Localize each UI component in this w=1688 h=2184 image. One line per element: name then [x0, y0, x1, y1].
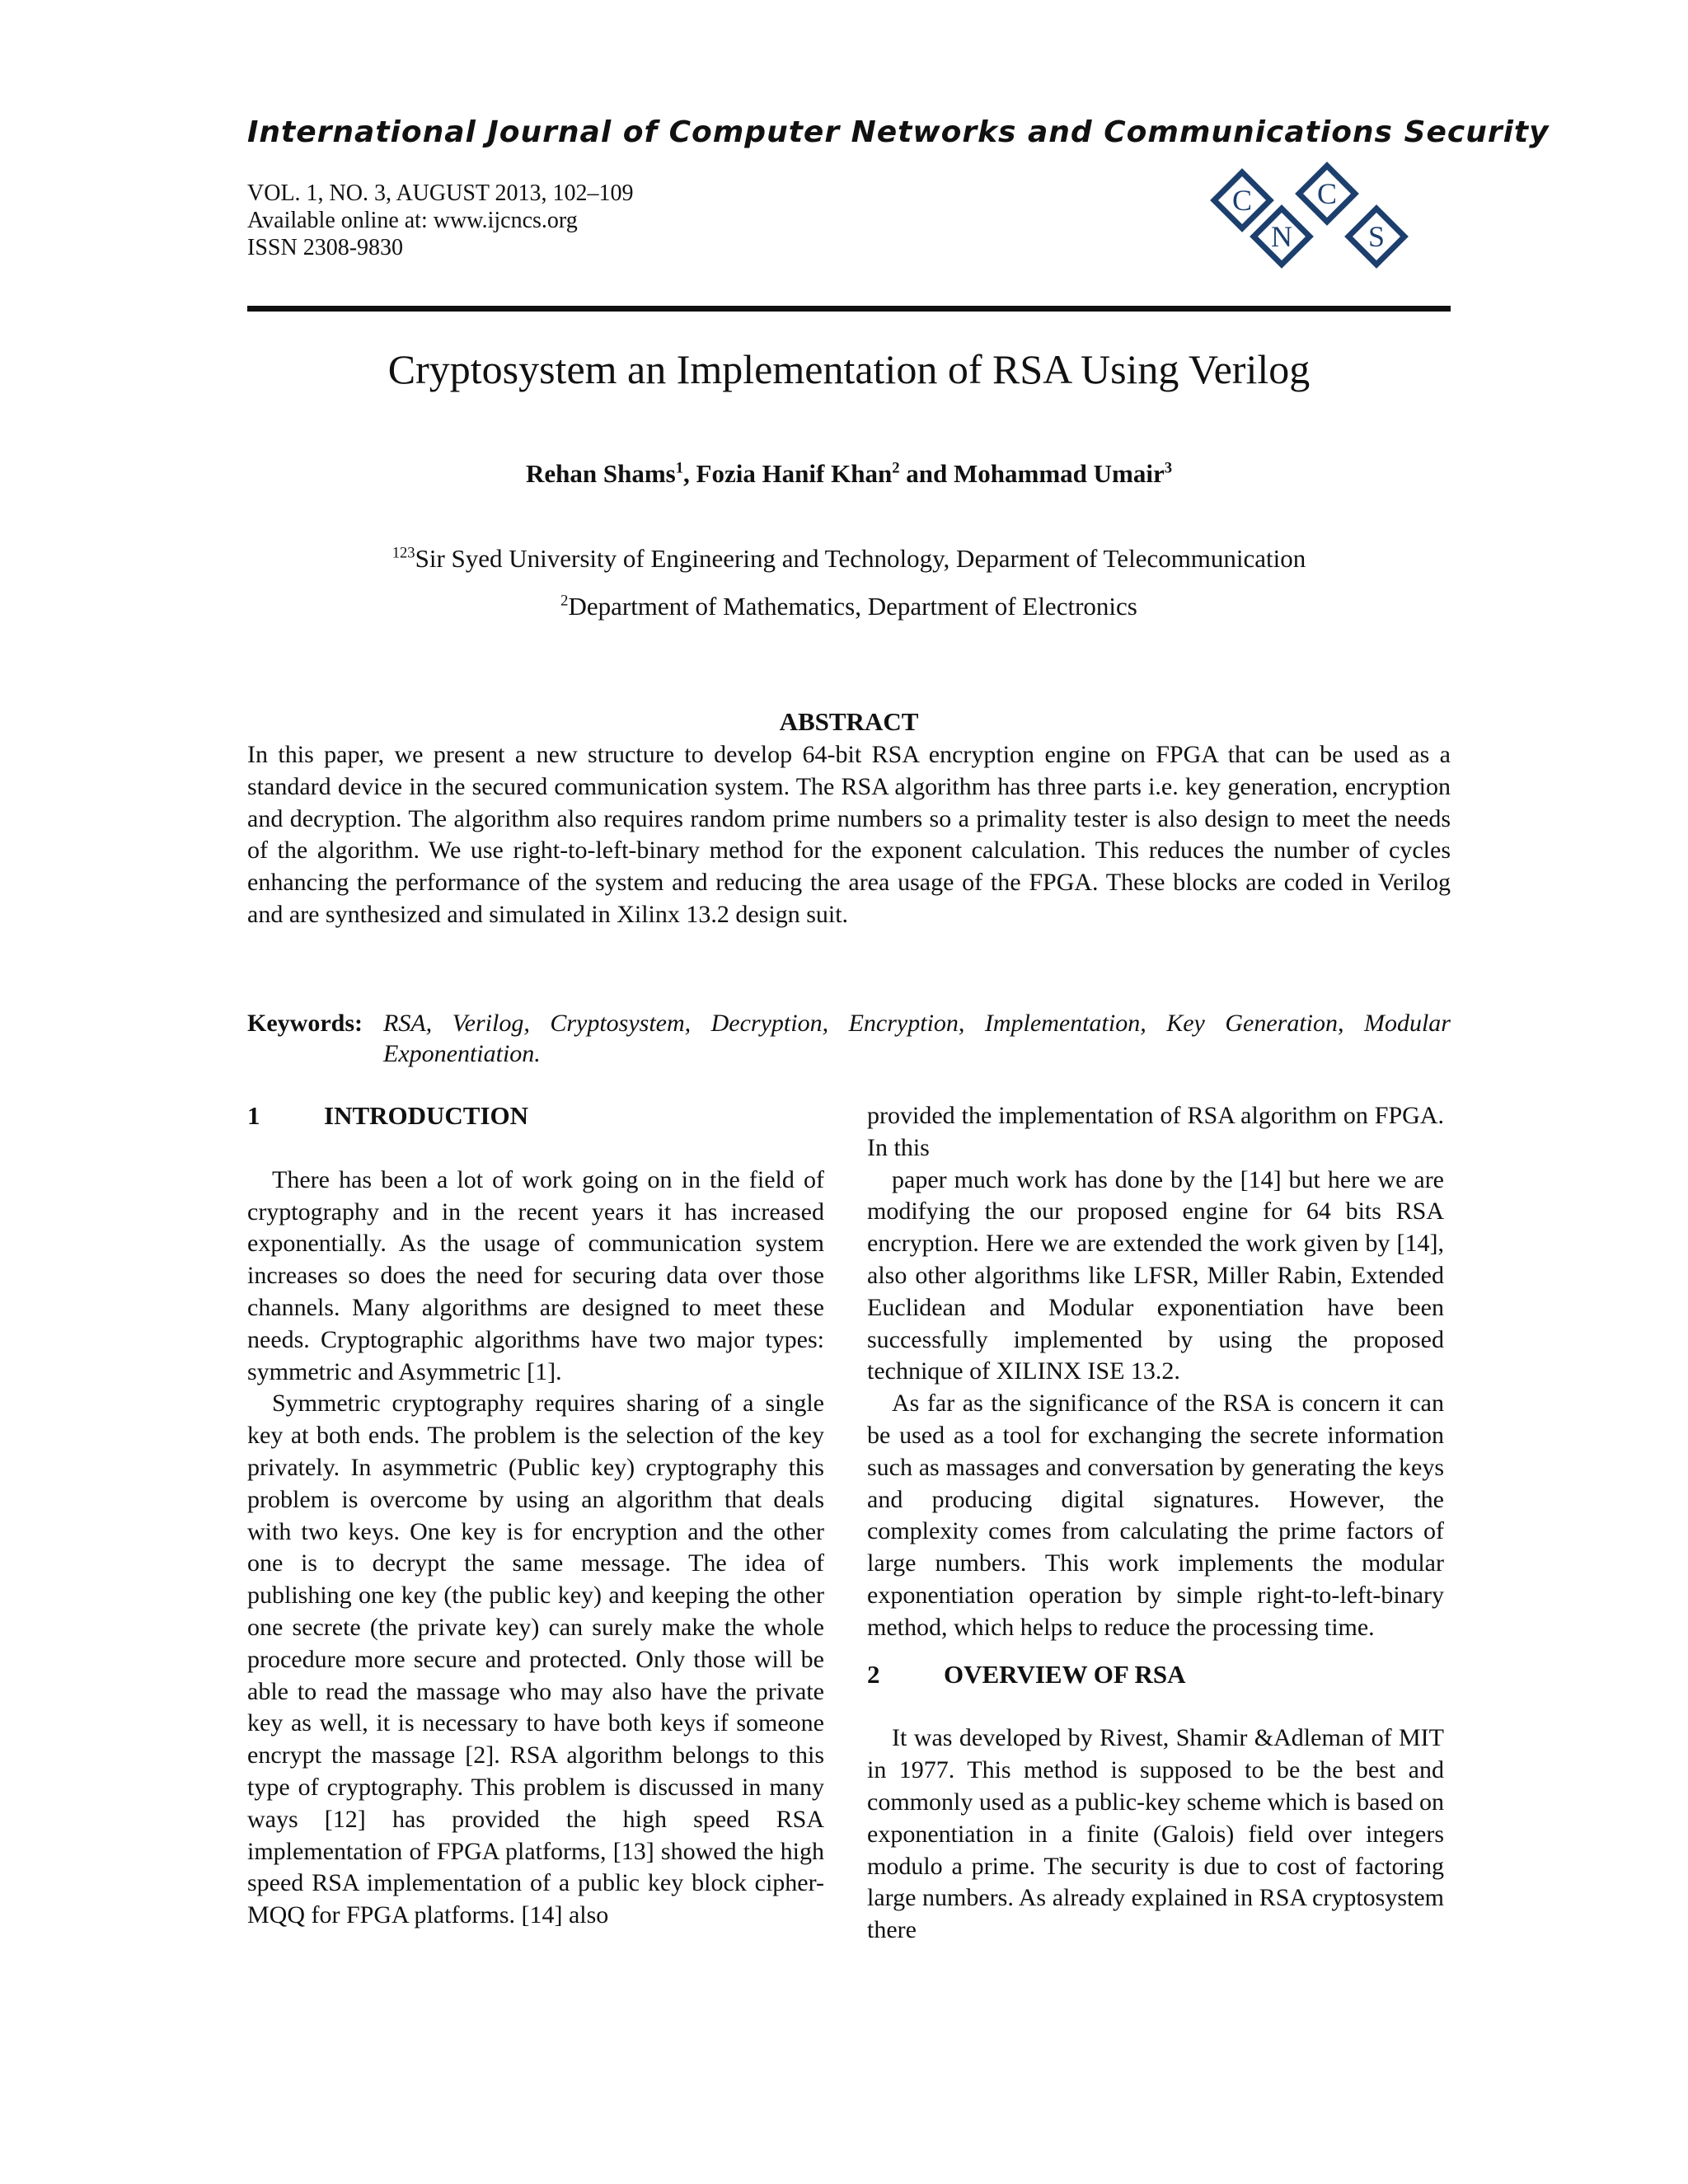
intro-paragraph-2: Symmetric cryptography requires sharing of a single key at both ends. The problem is the selection of the key privately. In asymmetric (Public key) cryptography this problem is overcome by using an algorithm that deals with two keys. One key is for encryption and the other one is to decrypt the same message. The idea of publishing one key (the public key) and keeping the other one secrete (the private key) can surely make the whole procedure more secure and protected. Only those will be able to read the massage who may also have the private key as well, it is necessary to have both keys if someone encrypt the massage [2]. RSA algorithm belongs to this type of cryptography. This problem is discussed in many ways [12] has provided the high speed RSA implementation of FPGA platforms, [13] showed the high speed RSA implementation of a public key block cipher-MQQ for FPGA platforms. [14] also [247, 1390, 824, 1929]
intro-paragraph-1: There has been a lot of work going on in the field of cryptography and in the recent years it has increased exponentially. As the usage of communication system increases so does the need for securing data over those channels. Many algorithms are designed to meet these needs. Cryptographic algorithms have two major types: symmetric and Asymmetric [1]. [247, 1165, 824, 1385]
abstract-heading: ABSTRACT [779, 707, 919, 736]
section-title: OVERVIEW OF RSA [944, 1659, 1186, 1689]
abstract-text: In this paper, we present a new structure to develop 64-bit RSA encryption engine on FPGA that can be used as a standard device in the secured communication system. The RSA algorithm has three parts i.e. key generation, encryption and decryption. The algorithm also requires random prime numbers so a primality tester is also design to meet the needs of the algorithm. We use right-to-left-binary method for the exponent calculation. This reduces the number of cycles enhancing the performance of the system and reducing the area usage of the FPGA. These blocks are coded in Verilog and are synthesized and simulated in Xilinx 13.2 design suit. [247, 741, 1451, 928]
affiliation-2 [247, 592, 1451, 621]
affiliation-sup: 123 [392, 544, 415, 562]
section-title: INTRODUCTION [324, 1101, 529, 1130]
affiliation-1 [247, 544, 1451, 574]
author-name: Fozia Hanif Khan [696, 459, 893, 488]
intro-paragraph-4: paper much work has done by the [14] but here we are modifying the our proposed engine for 64 bits RSA encryption. Here we are extended the work given by [14], also other algorithms like LFSR, Miller Rabin, Extended Euclidean and Modular exponentiation have been successfully implemented by using the proposed technique of XILINX ISE 13.2. [867, 1165, 1444, 1385]
intro-paragraph-5: As far as the significance of the RSA is concern it can be used as a tool for exchanging the secrete information such as massages and conversation by generating the keys and producing digital signatures. However, the complexity comes from calculating the prime factors of large numbers. This work implements the modular exponentiation operation by simple right-to-left-binary method, which helps to reduce the processing time. [867, 1390, 1444, 1641]
logo-letter-n: N [1271, 220, 1292, 253]
author-name: Rehan Shams [525, 459, 676, 488]
affiliation-text: Sir Syed University of Engineering and Technology, Deparment of Telecommunication [415, 544, 1306, 573]
keywords-label: Keywords: [247, 1010, 363, 1037]
author-sup: 1 [675, 459, 684, 477]
author-sep: , [683, 459, 696, 488]
overview-paragraph-1: It was developed by Rivest, Shamir &Adleman of MIT in 1977. This method is supposed to be the best and commonly used as a public-key scheme which is based on exponentiation in a finite (Galois) field over integers modulo a prime. The security is due to cost of factoring large numbers. As already explained in RSA cryptosystem there [867, 1724, 1444, 1944]
affiliation-text: Department of Mathematics, Department of Electronics [568, 592, 1137, 621]
author-sup: 2 [892, 459, 900, 477]
logo-letter-c1: C [1231, 184, 1253, 217]
left-column [247, 1100, 824, 1932]
affiliation-sup: 2 [560, 592, 569, 610]
author-sep: and [899, 459, 954, 488]
journal-meta [247, 180, 634, 261]
author-sup: 3 [1164, 459, 1173, 477]
author-list [247, 459, 1451, 489]
issn-line: ISSN 2308-9830 [247, 235, 404, 260]
online-line: Available online at: www.ijcncs.org [247, 208, 578, 233]
section-heading-introduction [247, 1100, 824, 1132]
logo-letter-c2: C [1316, 177, 1338, 210]
keywords-list: RSA, Verilog, Cryptosystem, Decryption, Encryption, Implementation, Key Generation, Modular Exponentiation. [383, 1010, 1451, 1067]
section-heading-overview [867, 1659, 1444, 1691]
right-column [867, 1100, 1444, 1947]
volume-line: VOL. 1, NO. 3, AUGUST 2013, 102–109 [247, 180, 634, 206]
logo-letter-s: S [1367, 220, 1386, 253]
paper-title: Cryptosystem an Implementation of RSA Using Verilog [387, 346, 1311, 392]
keywords [247, 1008, 1451, 1069]
intro-paragraph-3: provided the implementation of RSA algorithm on FPGA. In this [867, 1102, 1444, 1161]
header-rule [247, 306, 1451, 312]
journal-logo [1199, 161, 1426, 272]
section-number: 1 [247, 1101, 260, 1130]
author-name: Mohammad Umair [954, 459, 1165, 488]
journal-name: International Journal of Computer Networks and Communications Security [247, 115, 1550, 149]
section-number: 2 [867, 1659, 880, 1689]
